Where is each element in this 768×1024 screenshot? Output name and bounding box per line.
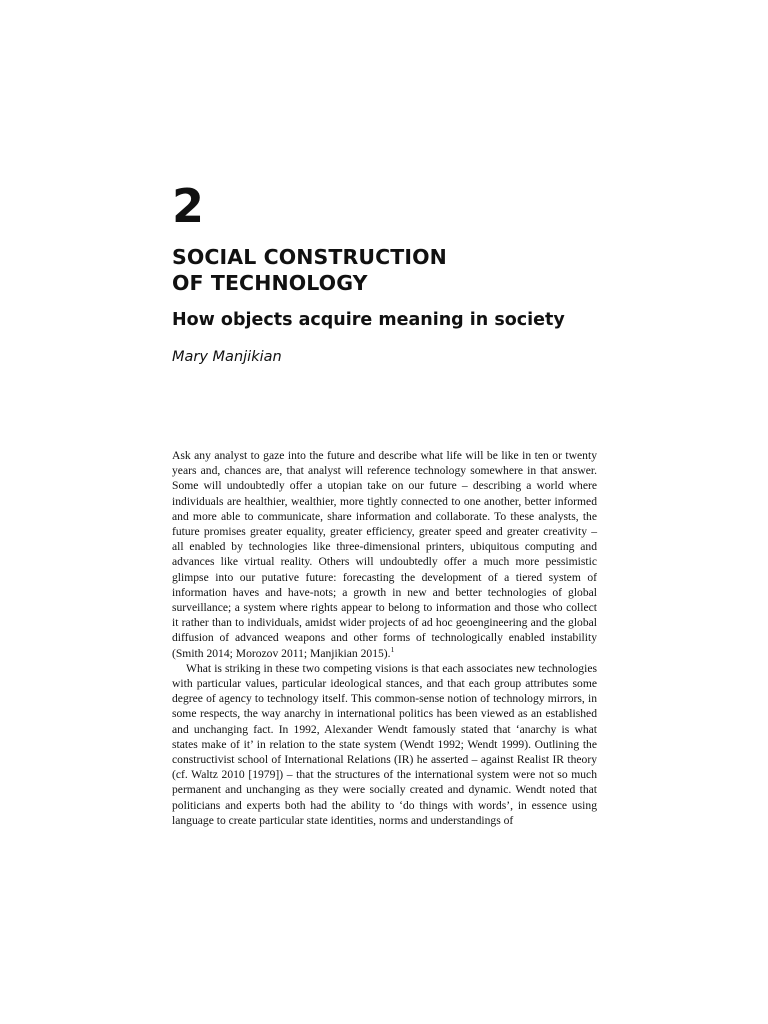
- body-text: [172, 448, 597, 828]
- chapter-author: Mary Manjikian: [172, 349, 282, 365]
- paragraph-2: What is striking in these two competing visions is that each associates new technologies with particular values, particular ideological stances, and that each group attributes some degree of agency to technology itself. This common-sense notion of technology mirrors, in some respects, the way anarchy in international politics has been viewed as an established and unchanging fact. In 1992, Alexander Wendt famously stated that ‘anarchy is what states make of it’ in relation to the state system (Wendt 1992; Wendt 1999). Outlining the constructivist school of International Relations (IR) he asserted – against Realist IR theory (cf. Waltz 2010 [1979]) – that the structures of the international system were not so much permanent and unchanging as they were socially created and dynamic. Wendt noted that politicians and experts both had the ability to ‘do things with words’, in essence using language to create particular state identities, norms and understandings of: [172, 661, 597, 827]
- chapter-title-line-2: OF TECHNOLOGY: [172, 271, 368, 295]
- chapter-subtitle: How objects acquire meaning in society: [172, 310, 565, 330]
- chapter-title: [172, 244, 447, 296]
- paragraph-1-text: Ask any analyst to gaze into the future and describe what life will be like in ten or twenty years and, chances are, that analyst will reference technology somewhere in that answer. Some will undoubtedly offer a utopian take on our future – describing a world where individuals are healthier, wealthier, more tightly connected to one another, better informed and more able to communicate, share information and collaborate. To these analysts, the future promises greater equality, greater efficiency, greater speed and greater creativity – all enabled by technologies like three-dimensional printers, ubiquitous computing and advances like virtual reality. Others will undoubtedly offer a much more pessimistic glimpse into our putative future: forecasting the development of a tiered system of information haves and have-nots; a growth in new and better technologies of global surveillance; a system where rights appear to belong to information and those who collect it rather than to individuals, amidst wider projects of ad hoc geoengineering and the global diffusion of advanced weapons and other forms of technologically enabled instability (Smith 2014; Morozov 2011; Manjikian 2015).: [172, 449, 597, 660]
- chapter-number: 2: [172, 179, 205, 233]
- footnote-marker[interactable]: 1: [390, 644, 395, 654]
- chapter-title-line-1: SOCIAL CONSTRUCTION: [172, 245, 447, 269]
- paragraph-1: [172, 448, 597, 661]
